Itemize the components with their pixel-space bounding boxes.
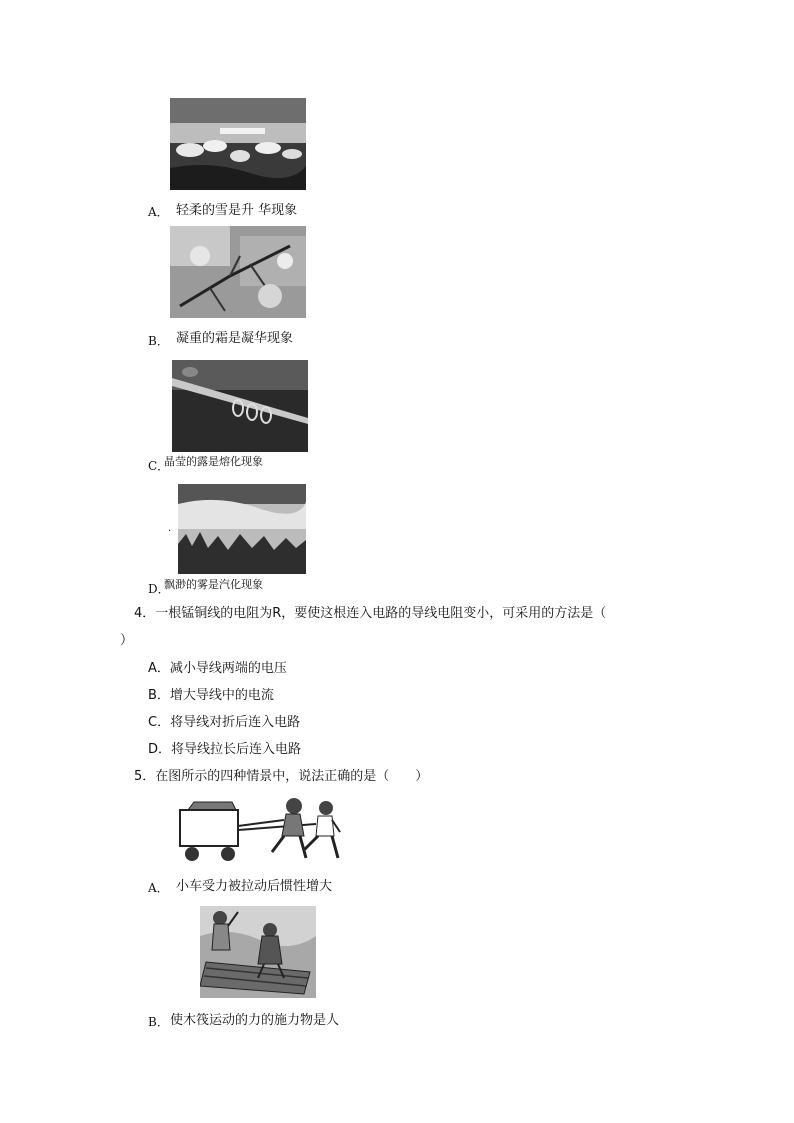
q3-option-c-letter: C． (148, 459, 170, 473)
q5-option-a-letter: A． (148, 881, 169, 895)
q5-option-b-letter: B． (148, 1015, 169, 1029)
q3-option-d-text: 飘渺的雾是汽化现象 (164, 578, 263, 591)
stray-dot: · (168, 526, 172, 537)
cart-pulling-drawing-icon (176, 792, 342, 864)
q4-choice-c: C．将导线对折后连入电路 (148, 715, 301, 730)
raft-drawing-icon (200, 906, 316, 998)
q3-option-a-letter: A． (148, 205, 169, 219)
q3-option-a-text: 轻柔的雪是升 华现象 (176, 203, 298, 218)
q3-option-b-text: 凝重的霜是凝华现象 (176, 331, 294, 346)
q5-stem: 5．在图所示的四种情景中，说法正确的是（ ） (134, 769, 429, 784)
frost-photo-icon (170, 226, 306, 318)
q4-stem-line1: 4．一根锰铜线的电阻为R，要使这根连入电路的导线电阻变小，可采用的方法是（ (134, 606, 607, 621)
q5-option-b-text: 使木筏运动的力的施力物是人 (170, 1013, 340, 1028)
fog-photo-icon (178, 484, 306, 574)
dew-photo-icon (172, 360, 308, 452)
q4-choice-b: B．增大导线中的电流 (148, 688, 274, 703)
q4-choice-d: D．将导线拉长后连入电路 (148, 742, 302, 757)
q3-option-d-letter: D． (148, 582, 170, 596)
q4-stem-line2: ） (120, 633, 134, 648)
q3-option-b-letter: B． (148, 334, 169, 348)
snow-photo-icon (170, 98, 306, 190)
q4-choice-a: A．减小导线两端的电压 (148, 661, 287, 676)
q3-option-c-text: 晶莹的露是熔化现象 (164, 455, 263, 468)
q5-option-a-text: 小车受力被拉动后惯性增大 (176, 879, 333, 894)
